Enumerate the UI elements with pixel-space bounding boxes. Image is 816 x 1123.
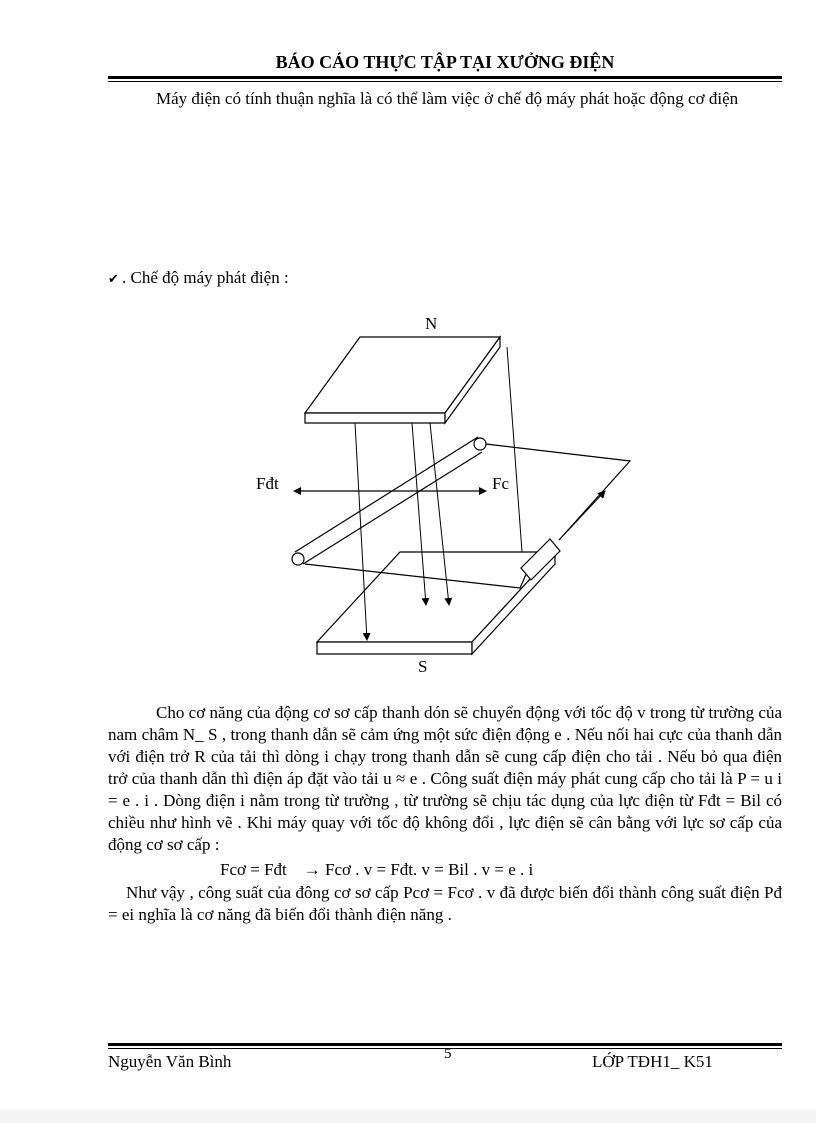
footer-page-number: 5 xyxy=(444,1046,452,1062)
footer-author: Nguyễn Văn Bình xyxy=(108,1052,232,1071)
intro-paragraph: Máy điện có tính thuận nghĩa là có thể làm việc ở chế độ máy phát hoặc động cơ điện xyxy=(156,89,739,108)
body-paragraph-2: Như vậy , công suất của đông cơ sơ cấp Pcơ = Fcơ . v đã được biến đổi thành công suất điện Pđ = ei nghĩa là cơ năng đã biến đổi thành điện năng . xyxy=(108,883,782,924)
north-pole-plate xyxy=(305,337,500,423)
header-rule-thick xyxy=(108,76,782,79)
check-icon: ✔ xyxy=(108,271,119,286)
page-header-title: BÁO CÁO THỰC TẬP TẠI XƯỞNG ĐIỆN xyxy=(275,52,615,72)
footer-class-name: LỚP TĐH1_ K51 xyxy=(592,1052,713,1071)
south-pole-plate xyxy=(317,552,555,654)
header-rule-thin xyxy=(108,81,782,82)
section-heading-text: . Chế độ máy phát điện : xyxy=(122,268,289,287)
section-heading xyxy=(108,268,289,288)
page-bottom-band xyxy=(0,1110,816,1123)
label-north: N xyxy=(425,314,438,333)
label-force-counter: Fc xyxy=(492,474,509,493)
label-south: S xyxy=(418,657,428,676)
generator-diagram xyxy=(250,310,650,680)
label-force-electromagnetic: Fđt xyxy=(256,474,279,493)
body-paragraph-1: Cho cơ năng của động cơ sơ cấp thanh dón sẽ chuyển động với tốc độ v trong từ trường của nam châm N_ S , trong thanh dẫn sẽ cảm ứng một sức điện động e . Nếu nối hai cực của thanh dẫn với điện trở R của tải thì dòng i chạy trong thanh dẫn sẽ cung cấp điện cho tải . Nếu bỏ qua điện trở của thanh dẫn thì điện áp đặt vào tải u ≈ e . Công suất điện máy phát cung cấp cho tải là P = u i = e . i . Dòng điện i nằm trong từ trường , từ trường sẽ chịu tác dụng của lực điện từ Fđt = Bil có chiều như hình vẽ . Khi máy quay với tốc độ không đổi , lực điện sẽ cân bằng với lực sơ cấp của động cơ sơ cấp : xyxy=(108,703,782,854)
equation-line: Fcơ = Fđt → Fcơ . v = Fđt. v = Bil . v = e . i xyxy=(220,860,534,879)
current-arrow xyxy=(559,491,605,540)
